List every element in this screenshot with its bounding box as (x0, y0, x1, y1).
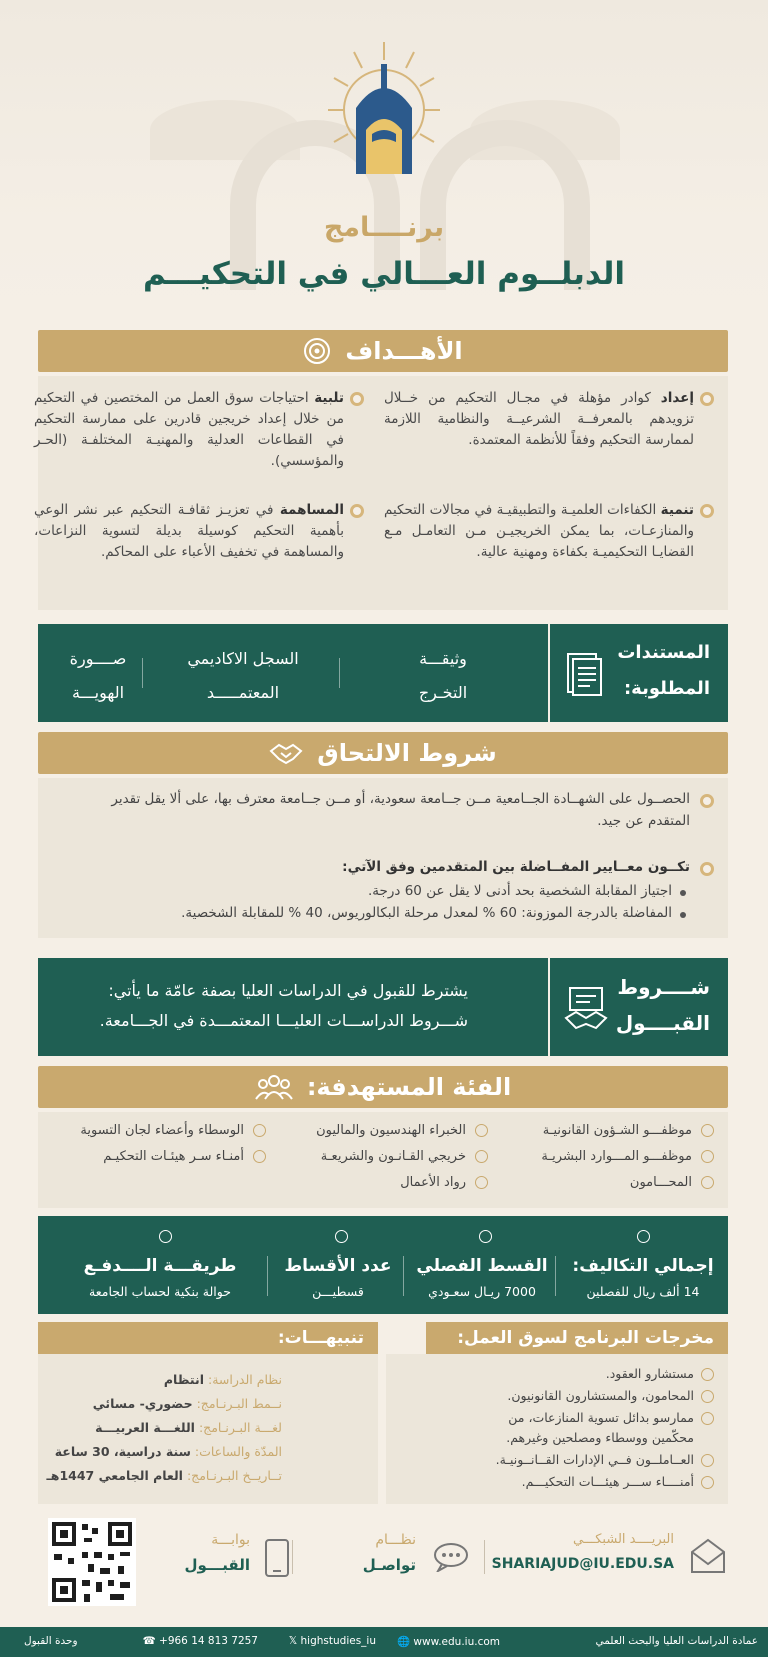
bullet-ring (159, 1230, 172, 1243)
chat-icon (432, 1542, 470, 1572)
outcome-item: ممارسو بدائل تسوية المنازعات، من (508, 1410, 694, 1425)
cost-item (278, 1256, 398, 1299)
acceptance-section (38, 958, 728, 1056)
bullet-ring (475, 1150, 488, 1163)
email-label: البريــــد الشبكـــي (572, 1532, 674, 1547)
document-line: صــــورة (69, 649, 127, 668)
bullet-ring (335, 1230, 348, 1243)
note-value: اللغـــة العربيـــة (95, 1420, 195, 1435)
outcome-item: المحامون، والمستشارون القانونيون. (507, 1388, 694, 1403)
target-item: المحـــامون (629, 1175, 692, 1190)
goal-lead: إعداد (660, 390, 694, 406)
document-line: الهويـــة (71, 683, 125, 702)
costs-section (38, 1216, 728, 1314)
cost-value: قسطيـــن (312, 1284, 364, 1299)
cost-title: القسط الفصلي (416, 1256, 548, 1276)
website-text: www.edu.iu.com (413, 1636, 500, 1648)
cost-value: حوالة بنكية لحساب الجامعة (89, 1284, 231, 1299)
target-item: الوسطاء وأعضاء لجان التسوية (80, 1123, 244, 1138)
note-label: تــاريــخ البـرنـامج: (186, 1468, 282, 1483)
admission-header (38, 732, 728, 774)
outcome-item: محكّمين ووسطاء ومصلحين وغيرهم. (506, 1430, 694, 1445)
document-line: المعتمـــــد (206, 683, 280, 702)
cost-title: إجمالي التكاليف: (572, 1256, 714, 1276)
note-label: نــمط البـرنـامج: (196, 1396, 282, 1411)
note-item (93, 1394, 282, 1414)
system-label: تواصـل (362, 1556, 416, 1574)
outcomes-panel (386, 1354, 728, 1504)
admission-condition: الحصــول على الشهــادة الجــامعية مــن جــامعة سعودية، أو مــن جــامعة معترف بها، على ألا يقل تقدير المتقدم عن جيد. (111, 791, 690, 829)
note-value: سنة دراسية، 30 ساعة (54, 1444, 191, 1459)
document-item (368, 642, 518, 710)
footer-website[interactable]: 🌐 www.edu.iu.com (396, 1636, 500, 1648)
target-item: موظفـــو المـــوارد البشريـة (541, 1149, 692, 1164)
target-heading: الفئة المستهدفة: (306, 1073, 512, 1101)
target-item: الخبراء الهندسيون والماليون (316, 1123, 466, 1138)
acceptance-label-line: القبــــول (615, 1011, 710, 1035)
document-icon (564, 652, 604, 698)
target-header (38, 1066, 728, 1108)
footer-phone[interactable]: ☎ +966 14 813 7257 (142, 1635, 258, 1647)
note-value: حضوري- مسائي (92, 1396, 193, 1411)
program-label: برنــــامج (323, 212, 445, 243)
documents-label-line: المطلوبة: (623, 678, 710, 699)
bullet-ring (701, 1412, 714, 1425)
cost-value: 7000 ريـال سعـودي (428, 1284, 536, 1299)
divider (555, 1256, 556, 1296)
acceptance-line: يشترط للقبول في الدراسات العليا بصفة عامّة ما يأتي: (108, 981, 468, 1000)
goal-text: احتياجات سوق العمل من المختصين في التحكيم من خلال إعداد خريجين قادرين على ممارسة التحكيم في القطاعات العدلية والمهنيـة المختلفـة (الحـر والمؤسسي). (34, 390, 344, 469)
bullet-dot (680, 890, 686, 896)
outcome-item: مستشارو العقود. (605, 1366, 694, 1381)
note-label: لغـــة البـرنـامج: (198, 1420, 282, 1435)
contact-portal[interactable] (150, 1530, 290, 1594)
goals-heading: الأهـــداف (345, 337, 463, 365)
cost-item (412, 1256, 552, 1299)
goal-lead: تنمية (660, 502, 694, 518)
document-line: السجل الاكاديمي (187, 649, 299, 668)
system-label: نظـــام (375, 1532, 416, 1548)
email-address[interactable]: SHARIAJUD@IU.EDU.SA (491, 1556, 674, 1572)
contact-email[interactable] (468, 1530, 728, 1594)
note-item (55, 1442, 282, 1462)
social-handle: highstudies_iu (300, 1635, 376, 1647)
goal-lead: تلبية (314, 390, 344, 406)
note-item (164, 1370, 282, 1390)
portal-label: القبـــول (184, 1556, 250, 1574)
footer-unit: وحدة القبول (24, 1635, 78, 1647)
portal-label: بوابـــة (211, 1532, 250, 1548)
goals-header (38, 330, 728, 372)
document-line: التخـرج (418, 683, 468, 702)
target-item: أمنـاء سـر هيئـات التحكيـم (103, 1149, 244, 1164)
bullet-dot (680, 912, 686, 918)
documents-section (38, 624, 728, 722)
document-item (38, 642, 158, 710)
goal-text: في تعزيـز ثقافـة التحكيم عبر نشر الوعي بأهمية التحكيم كوسيلة بديلة لتسوية النزاعات، والمساهمة في تخفيف الأعباء على المحاكم. (34, 502, 344, 560)
goal-text: كوادر مؤهلة في مجـال التحكيم من خــلال تزويدهم بالمعرفــة الشرعيــة والنظامية اللازمة لممارسة التحكيم وفقاً للأنظمة المعتمدة. (384, 390, 694, 448)
bullet-ring (701, 1454, 714, 1467)
admission-panel (38, 778, 728, 938)
documents-label-line: المستندات (617, 642, 710, 663)
cost-item (568, 1256, 718, 1299)
bullet-ring (701, 1124, 714, 1137)
bullet-ring (479, 1230, 492, 1243)
footer-social[interactable]: 𝕏 highstudies_iu (288, 1635, 376, 1647)
outcomes-heading: مخرجات البرنامج لسوق العمل: (457, 1328, 714, 1348)
target-panel (38, 1112, 728, 1208)
documents-label (548, 624, 728, 722)
note-item (95, 1418, 282, 1438)
bullet-ring (701, 1390, 714, 1403)
envelope-icon (688, 1538, 728, 1574)
outcome-item: العــاملــون فــي الإدارات القــانــونيـة. (495, 1452, 694, 1467)
acceptance-label (548, 958, 728, 1056)
notes-panel (38, 1354, 378, 1504)
goal-item (34, 500, 344, 563)
cost-title: عدد الأقساط (284, 1256, 392, 1276)
notes-header (38, 1322, 378, 1354)
divider (292, 1540, 293, 1574)
bullet-ring (701, 1150, 714, 1163)
footer-deanship: عمادة الدراسات العليا والبحث العلمي (595, 1635, 758, 1647)
gear-icon (700, 504, 714, 518)
gear-icon (700, 392, 714, 406)
acceptance-line: شـــروط الدراســـات العليـــا المعتمـــدة في الجـــامعة. (99, 1011, 468, 1030)
note-label: المدّة والساعات: (194, 1444, 282, 1459)
cost-value: 14 ألف ريال للفصلين (586, 1284, 700, 1299)
gear-icon (350, 504, 364, 518)
goal-lead: المساهمة (279, 502, 344, 518)
goal-item (384, 388, 694, 451)
note-value: العام الجامعي 1447هـ (46, 1468, 183, 1483)
contact-system[interactable] (300, 1530, 470, 1594)
cost-item (60, 1256, 260, 1299)
goal-item (384, 500, 694, 563)
qr-code[interactable] (48, 1518, 136, 1606)
outcome-item: أمنــــاء ســـر هيئـــات التحكيـــم. (521, 1474, 694, 1489)
cost-title: طريقـــة الــــدفـع (83, 1256, 237, 1276)
admission-criteria-item: اجتياز المقابلة الشخصية بحد أدنى لا يقل عن 60 درجة. (368, 883, 672, 899)
people-icon (255, 1073, 293, 1101)
bullet-ring (701, 1368, 714, 1381)
mobile-icon (264, 1538, 290, 1578)
target-icon (303, 337, 331, 365)
bullet-ring (637, 1230, 650, 1243)
goal-text: الكفاءات العلميـة والتطبيقيـة في مجالات التحكيم والمنازعـات، بما يمكن الخريجيـن مـن التعامـل مـع القضايـا التحكيميـة بكفاءة ومهنية عالية. (384, 502, 694, 560)
target-item: خريجي القـانـون والشريعـة (320, 1149, 466, 1164)
note-label: نظام الدراسة: (208, 1372, 282, 1387)
certificate-handshake-icon (562, 984, 610, 1032)
admission-criteria-item: المفاضلة بالدرجة الموزونة: 60 % لمعدل مرحلة البكالوريوس، 40 % للمقابلة الشخصية. (181, 905, 672, 921)
handshake-icon (269, 739, 303, 767)
goal-item (34, 388, 344, 472)
target-item: رواد الأعمال (400, 1175, 466, 1190)
divider (339, 658, 340, 688)
outcomes-header (426, 1322, 728, 1354)
university-logo (326, 38, 442, 188)
note-item (47, 1466, 283, 1486)
gear-icon (350, 392, 364, 406)
bullet-ring (253, 1124, 266, 1137)
divider (484, 1540, 485, 1574)
bullet-ring (701, 1176, 714, 1189)
divider (267, 1256, 268, 1296)
admission-criteria-title: تكــون معــايير المفــاضلة بين المتقدمين وفق الآتي: (342, 859, 690, 875)
admission-heading: شروط الالتحاق (317, 739, 497, 767)
phone-number: +966 14 813 7257 (159, 1635, 258, 1647)
page-title: الدبلــوم العـــالي في التحكيـــم (142, 256, 626, 292)
goals-panel (34, 376, 728, 610)
bullet-ring (475, 1176, 488, 1189)
bullet-ring (701, 1476, 714, 1489)
bullet-ring (475, 1124, 488, 1137)
divider (403, 1256, 404, 1296)
gear-icon (700, 862, 714, 876)
acceptance-label-line: شــــروط (617, 975, 710, 999)
target-item: موظفـــو الشـؤون القانونيـة (542, 1123, 692, 1138)
bullet-ring (253, 1150, 266, 1163)
notes-heading: تنبيهـــات: (277, 1328, 364, 1348)
gear-icon (700, 794, 714, 808)
note-value: انتظام (163, 1372, 205, 1387)
document-line: وثيقـــة (419, 649, 467, 668)
document-item (153, 642, 333, 710)
footer-bar (0, 1627, 768, 1657)
